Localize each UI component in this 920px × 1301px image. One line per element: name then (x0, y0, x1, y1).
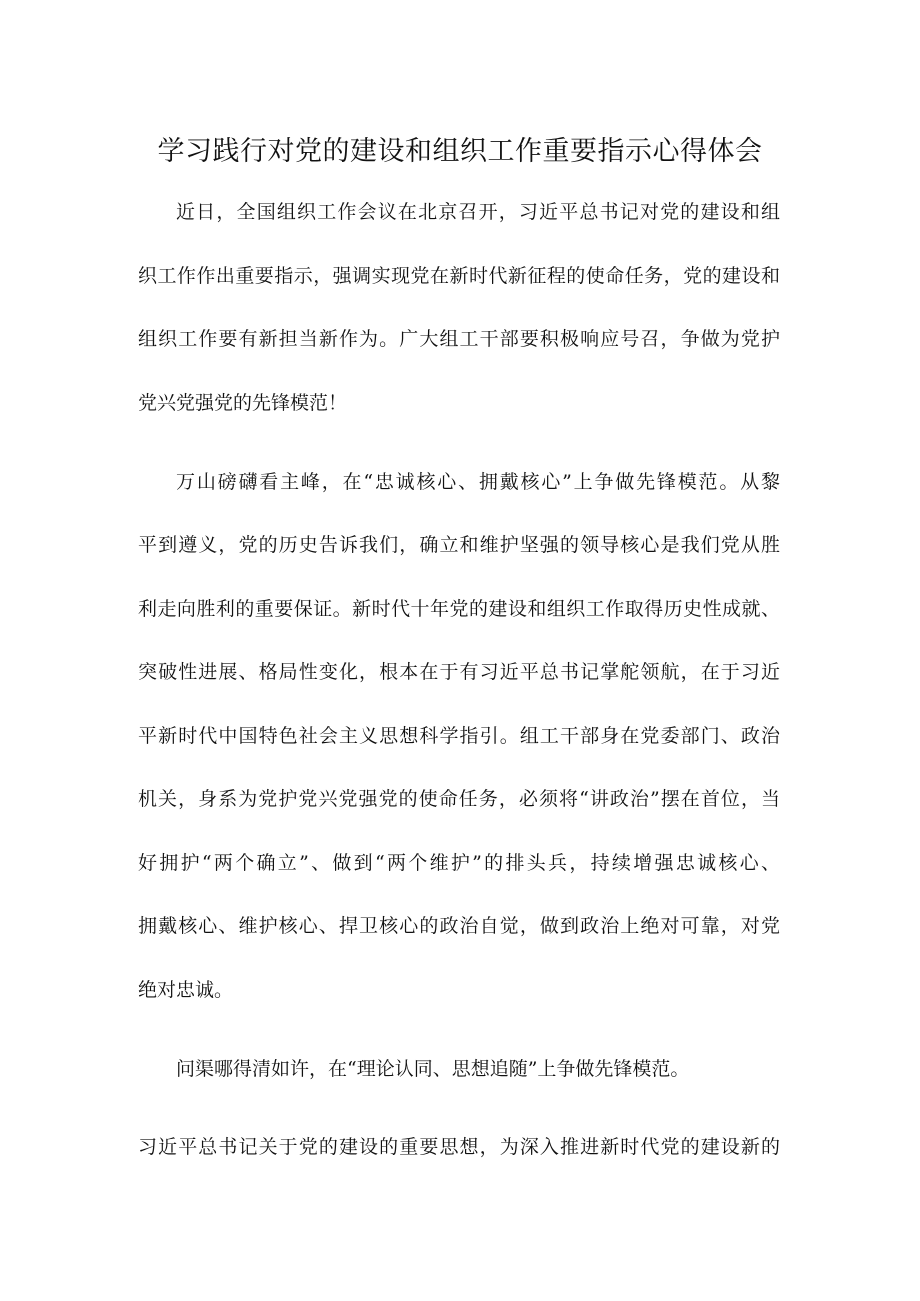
paragraph-2-line-9: 绝对忠诚。 (138, 979, 234, 1001)
paragraph-2-line-8: 拥戴核心、维护核心、捍卫核心的政治自觉，做到政治上绝对可靠，对党 (138, 915, 780, 937)
paragraph-4-line-1: 习近平总书记关于党的建设的重要思想，为深入推进新时代党的建设新的 (138, 1136, 780, 1158)
paragraph-2-line-1: 万山磅礴看主峰，在“忠诚核心、拥戴核心”上争做先锋模范。从黎 (176, 471, 780, 493)
document-title: 学习践行对党的建设和组织工作重要指示心得体会 (157, 136, 763, 167)
paragraph-2-line-5: 平新时代中国特色社会主义思想科学指引。组工干部身在党委部门、政治 (138, 725, 780, 747)
paragraph-1-line-1: 近日，全国组织工作会议在北京召开，习近平总书记对党的建设和组 (176, 201, 780, 223)
paragraph-1-line-2: 织工作作出重要指示，强调实现党在新时代新征程的使命任务，党的建设和 (138, 265, 780, 287)
paragraph-2-line-7: 好拥护“两个确立”、做到“两个维护”的排头兵，持续增强忠诚核心、 (138, 852, 780, 874)
paragraph-3-line-1: 问渠哪得清如许，在“理论认同、思想追随”上争做先锋模范。 (176, 1058, 690, 1080)
paragraph-2-line-4: 突破性进展、格局性变化，根本在于有习近平总书记掌舵领航，在于习近 (138, 661, 780, 683)
paragraph-2-line-3: 利走向胜利的重要保证。新时代十年党的建设和组织工作取得历史性成就、 (138, 598, 780, 620)
paragraph-1-line-4: 党兴党强党的先锋模范！ (138, 392, 348, 414)
paragraph-1-line-3: 组织工作要有新担当新作为。广大组工干部要积极响应号召，争做为党护 (138, 328, 780, 350)
paragraph-2-line-6: 机关，身系为党护党兴党强党的使命任务，必须将“讲政治”摆在首位，当 (138, 788, 780, 810)
paragraph-2-line-2: 平到遵义，党的历史告诉我们，确立和维护坚强的领导核心是我们党从胜 (138, 534, 780, 556)
